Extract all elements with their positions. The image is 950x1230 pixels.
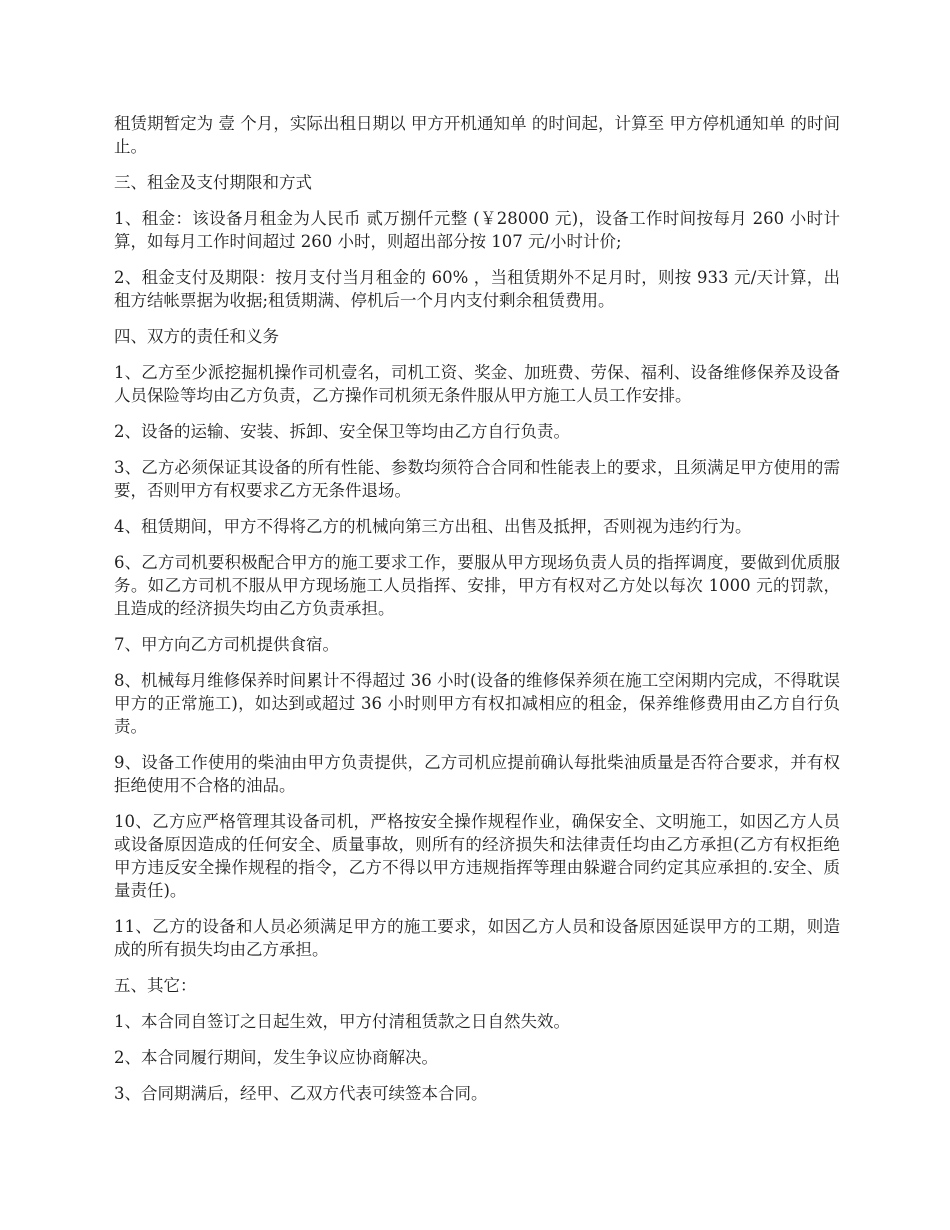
- other-clause-2: 2、本合同履行期间，发生争议应协商解决。: [114, 1048, 438, 1067]
- duty-clause-7: 7、甲方向乙方司机提供食宿。: [114, 635, 339, 654]
- section-heading-duties: 四、双方的责任和义务: [114, 327, 279, 346]
- duty-clause-3: 3、乙方必须保证其设备的所有性能、参数均须符合合同和性能表上的要求，且须满足甲方使用的需要，否则甲方有权要求乙方无条件退场。: [114, 458, 840, 500]
- duty-clause-2: 2、设备的运输、安装、拆卸、安全保卫等均由乙方自行负责。: [114, 422, 570, 441]
- duty-clause-8: 8、机械每月维修保养时间累计不得超过 36 小时(设备的维修保养须在施工空闲期内完成，不得耽误甲方的正常施工)，如达到或超过 36 小时则甲方有权扣减相应的租金，保养维修费用由乙方自行负责。: [114, 671, 840, 736]
- rent-clause-1: 1、租金：该设备月租金为人民币 贰万捌仟元整 (￥28000 元)，设备工作时间按每月 260 小时计算，如每月工作时间超过 260 小时，则超出部分按 107 元/小时计价;: [114, 209, 840, 251]
- duty-clause-6: 6、乙方司机要积极配合甲方的施工要求工作，要服从甲方现场负责人员的指挥调度，要做到优质服务。如乙方司机不服从甲方现场施工人员指挥、安排，甲方有权对乙方处以每次 1000 元的罚款，且造成的经济损失均由乙方负责承担。: [114, 553, 840, 618]
- duty-clause-1: 1、乙方至少派挖掘机操作司机壹名，司机工资、奖金、加班费、劳保、福利、设备维修保养及设备人员保险等均由乙方负责，乙方操作司机须无条件服从甲方施工人员工作安排。: [114, 363, 840, 405]
- other-clause-1: 1、本合同自签订之日起生效，甲方付清租赁款之日自然失效。: [114, 1012, 570, 1031]
- duty-clause-4: 4、租赁期间，甲方不得将乙方的机械向第三方出租、出售及抵押，否则视为违约行为。: [114, 517, 752, 536]
- duty-clause-9: 9、设备工作使用的柴油由甲方负责提供，乙方司机应提前确认每批柴油质量是否符合要求，并有权拒绝使用不合格的油品。: [114, 753, 840, 795]
- duty-clause-11: 11、乙方的设备和人员必须满足甲方的施工要求，如因乙方人员和设备原因延误甲方的工期，则造成的所有损失均由乙方承担。: [114, 917, 840, 959]
- lease-term-paragraph: 租赁期暂定为 壹 个月，实际出租日期以 甲方开机通知单 的时间起，计算至 甲方停机通知单 的时间止。: [114, 114, 840, 156]
- section-heading-other: 五、其它：: [114, 976, 197, 995]
- rent-clause-2: 2、租金支付及期限：按月支付当月租金的 60% ，当租赁期外不足月时，则按 933 元/天计算，出租方结帐票据为收据;租赁期满、停机后一个月内支付剩余租赁费用。: [114, 268, 840, 310]
- duty-clause-10: 10、乙方应严格管理其设备司机，严格按安全操作规程作业，确保安全、文明施工，如因乙方人员或设备原因造成的任何安全、质量事故，则所有的经济损失和法律责任均由乙方承担(乙方有权拒绝甲方违反安全操作规程的指令，乙方不得以甲方违规指挥等理由躲避合同约定其应承担的.安全、质量责任)。: [114, 812, 840, 900]
- other-clause-3: 3、合同期满后，经甲、乙双方代表可续签本合同。: [114, 1084, 488, 1103]
- section-heading-rent: 三、租金及支付期限和方式: [114, 173, 312, 192]
